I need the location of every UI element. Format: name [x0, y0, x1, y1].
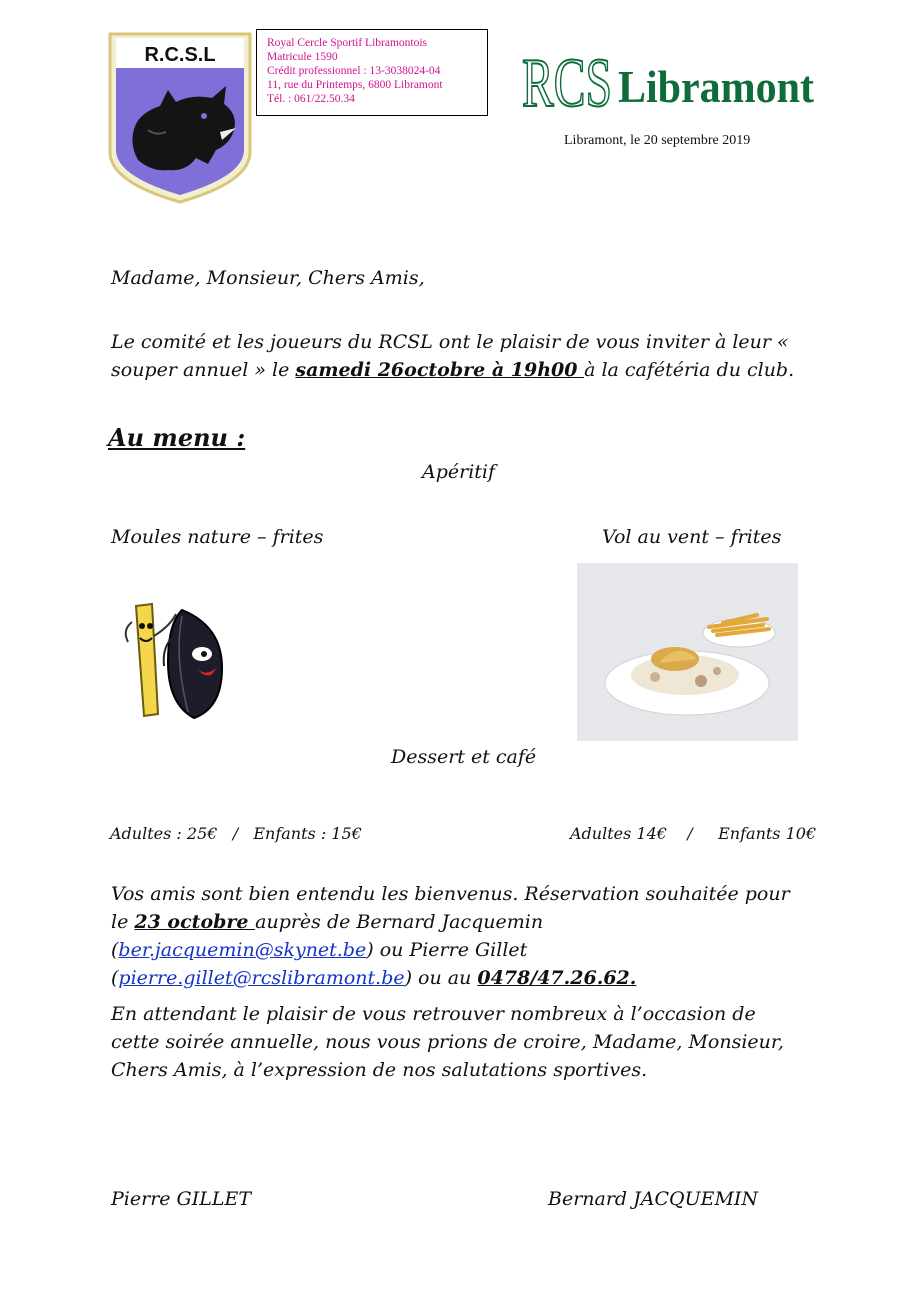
address-line: 11, rue du Printemps, 6800 Libramont — [267, 79, 443, 91]
intro-text: Le comité et les joueurs du RCSL ont le plaisir de vous inviter à leur « souper annuel » le — [111, 331, 789, 381]
club-title — [518, 28, 818, 118]
reservation-text: ) ou au — [404, 967, 478, 989]
event-date: samedi 26octobre à 19h00 — [295, 359, 585, 381]
vol-au-vent-photo — [577, 563, 798, 741]
address-line: Crédit professionnel : 13-3038024-04 — [267, 65, 441, 77]
phone-number: 0478/47.26.62. — [477, 967, 637, 989]
price-vol-au-vent: Adultes 14€ / Enfants 10€ — [570, 824, 817, 843]
email-link-jacquemin[interactable]: ber.jacquemin@skynet.be — [118, 939, 367, 961]
reservation-paragraph — [111, 880, 811, 992]
email-link-gillet[interactable]: pierre.gillet@rcslibramont.be — [118, 967, 405, 989]
menu-dessert: Dessert et café — [391, 746, 537, 768]
letter-date: Libramont, le 20 septembre 2019 — [564, 133, 751, 148]
address-line: Matricule 1590 — [267, 51, 338, 63]
address-line: Tél. : 061/22.50.34 — [267, 93, 355, 105]
signature-right: Bernard JACQUEMIN — [548, 1188, 759, 1210]
reservation-text: ) ou Pierre Gillet ( — [111, 939, 528, 989]
menu-title: Au menu : — [108, 423, 246, 452]
intro-paragraph — [111, 328, 801, 384]
address-box — [256, 29, 488, 116]
menu-dish-right: Vol au vent – frites — [602, 526, 782, 548]
menu-aperitif: Apéritif — [422, 461, 496, 483]
reservation-text: Vos amis sont bien entendu les bienvenus. Réservation souhaitée pour le — [111, 883, 790, 933]
reservation-date: 23 octobre — [134, 911, 256, 933]
club-logo — [108, 32, 252, 204]
logo-text: R.C.S.L — [144, 44, 216, 66]
closing-paragraph: En attendant le plaisir de vous retrouver nombreux à l’occasion de cette soirée annuelle, nous vous prions de croire, Madame, Monsieur, Chers Amis, à l’expression de nos salutations sportives. — [111, 1003, 784, 1081]
price-moules: Adultes : 25€ / Enfants : 15€ — [110, 824, 362, 843]
mussel-character — [164, 610, 222, 718]
reservation-text: auprès de Bernard Jacquemin ( — [111, 911, 544, 961]
svg-text:Libramont: Libramont — [618, 61, 815, 112]
intro-text-end: à la cafétéria du club. — [584, 359, 795, 381]
menu-dish-left: Moules nature – frites — [111, 526, 324, 548]
svg-text:RCS: RCS — [522, 45, 612, 118]
address-line: Royal Cercle Sportif Libramontois — [267, 37, 428, 49]
greeting: Madame, Monsieur, Chers Amis, — [111, 267, 425, 289]
signature-left: Pierre GILLET — [111, 1188, 252, 1210]
mussel-fries-cartoon — [118, 596, 230, 722]
